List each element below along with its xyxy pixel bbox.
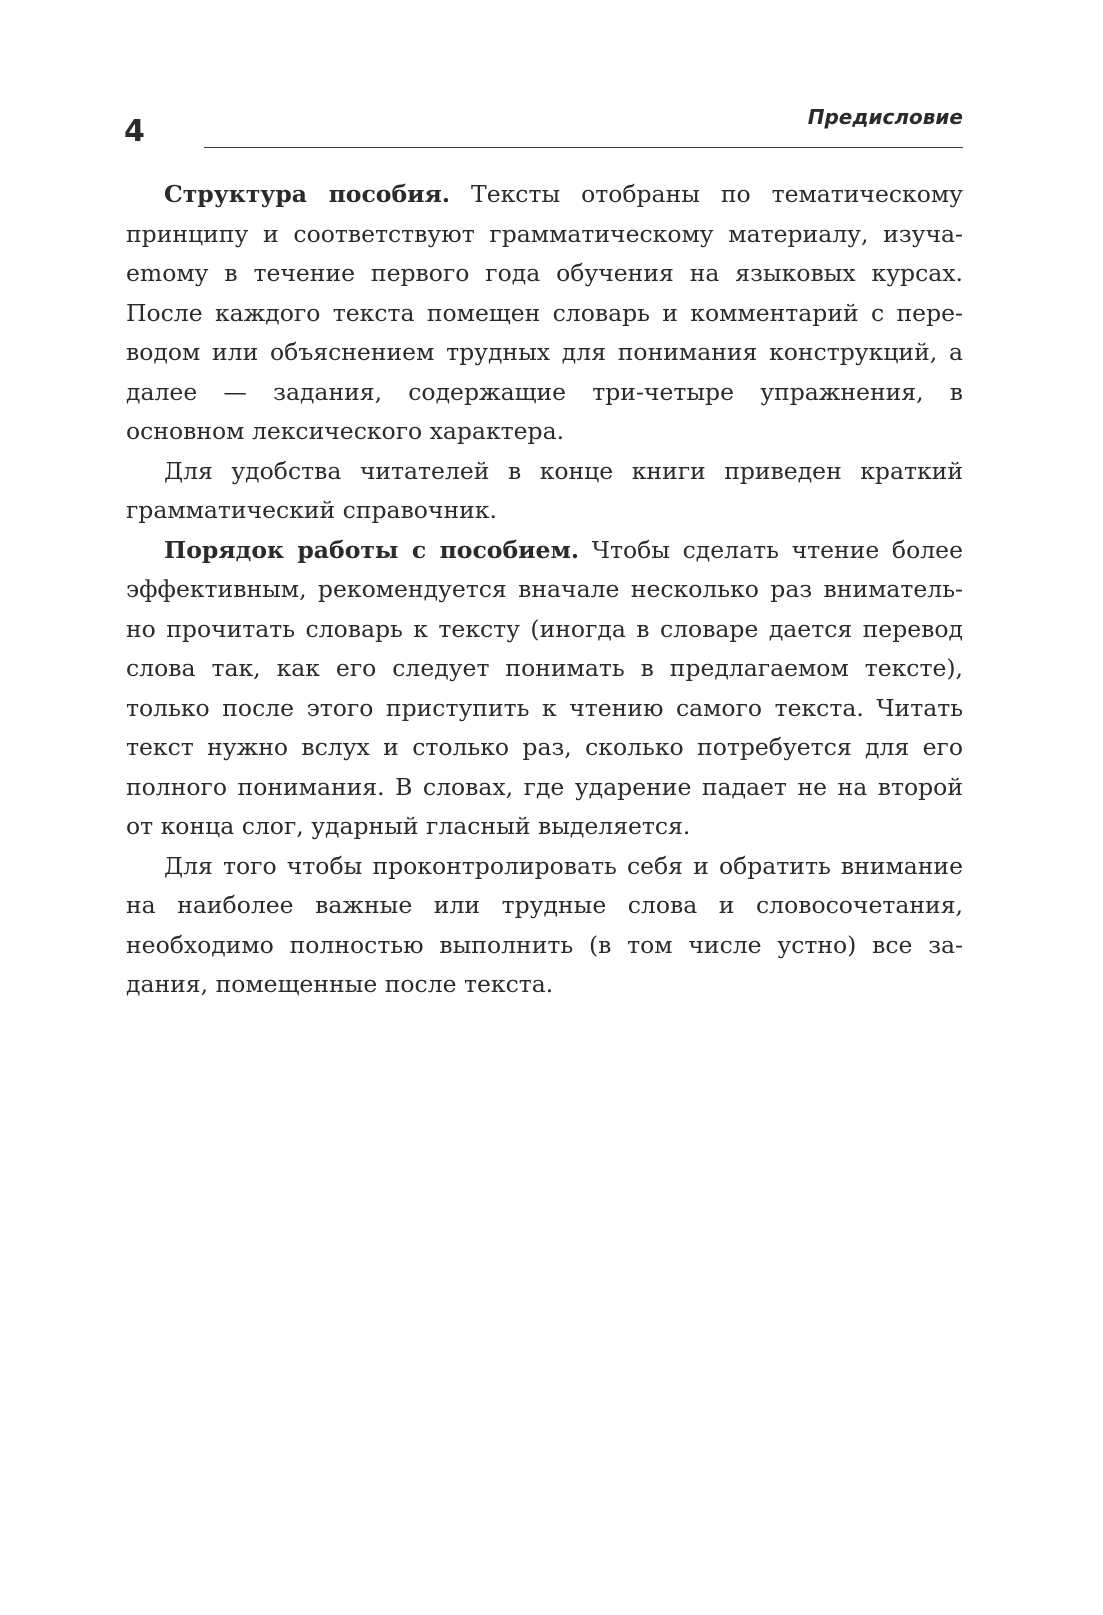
- page-number: 4: [124, 114, 145, 149]
- paragraph-text: Чтобы сделать чтение более эффективным, рекомендуется вначале несколько раз внимательно прочитать словарь к тексту (иногда в словаре дается перевод слова так, как его следует понимать в предлагаемом тексте), только после этого приступить к чтению самого текста. Читать текст нужно вслух и столько раз, сколько потребуется для его полного понимания. В словах, где ударение падает не на второй от конца слог, ударный гласный выделяется.: [126, 535, 963, 840]
- paragraph-reference: [126, 452, 963, 531]
- paragraph-lead: Порядок работы с пособием.: [164, 535, 580, 564]
- running-head-title: Предисловие: [807, 105, 963, 129]
- paragraph-text: Для того чтобы проконтролировать себя и обратить внимание на наиболее важные или трудные слова и словосочетания, необходимо полностью выполнить (в том числе устно) все задания, помещенные после текста.: [126, 851, 963, 998]
- paragraph-text: Для удобства читателей в конце книги приведен краткий грамматический справочник.: [126, 456, 963, 524]
- paragraph-procedure: [126, 531, 963, 847]
- paragraph-structure: [126, 175, 963, 452]
- paragraph-self-check: [126, 847, 963, 1005]
- body-text: [126, 175, 963, 1005]
- header-rule: [204, 147, 963, 148]
- paragraph-text: Тексты отобраны по тематическому принципу и соответствуют грамматическому материалу, изучаemому в течение первого года обучения на языковых курсах. После каждого текста помещен словарь и комментарий с переводом или объяснением трудных для понимания конструкций, а далее — задания, содержащие три-четыре упражнения, в основном лексического характера.: [126, 180, 963, 445]
- paragraph-lead: Структура пособия.: [164, 180, 451, 208]
